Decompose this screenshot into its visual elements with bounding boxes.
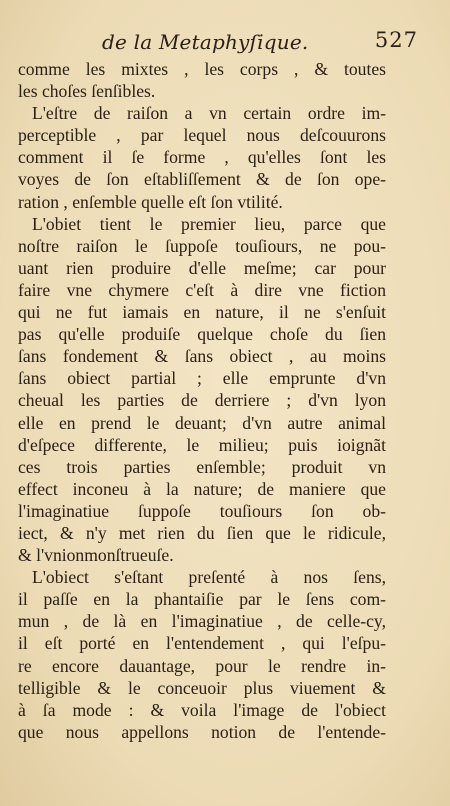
text-line: il eſt porté en l'entendement , qui l'eſpu- <box>18 633 386 654</box>
text-line: pas qu'elle produiſe quelque choſe du ſien <box>18 324 386 345</box>
text-line: L'obiet tient le premier lieu, parce que <box>32 213 386 234</box>
text-line: noſtre raiſon le ſuppoſe touſiours, ne pou- <box>18 235 386 256</box>
text-line: ces trois parties enſemble; produit vn <box>18 456 386 477</box>
text-line: iect, & n'y met rien du ſien que le ridicule, <box>18 522 386 543</box>
text-line: telligible & le conceuoir plus viuement & <box>18 677 386 698</box>
text-line: ſans obiect partial ; elle emprunte d'vn <box>18 368 386 389</box>
text-line: d'eſpece differente, le milieu; puis ioignãt <box>18 434 386 455</box>
text-line: comment il ſe forme , qu'elles ſont les <box>18 147 386 168</box>
text-line: l'imaginatiue ſuppoſe touſiours ſon ob- <box>18 500 386 521</box>
text-line: à ſa mode : & voila l'image de l'obiect <box>18 699 386 720</box>
text-line: mun , de là en l'imaginatiue , de celle-cy, <box>18 611 386 632</box>
page-number: 527 <box>374 28 418 52</box>
text-line: voyes de ſon eſtabliſſement & de ſon ope- <box>18 169 386 190</box>
text-line: effect inconeu à la nature; de maniere que <box>18 478 386 499</box>
text-line: ration , enſemble quelle eſt ſon vtilité. <box>18 191 283 212</box>
text-line: & l'vnionmonſtrueuſe. <box>18 545 174 566</box>
text-line: comme les mixtes , les corps , & toutes <box>18 59 386 79</box>
text-line: ſans fondement & ſans obiect , au moins <box>18 346 386 367</box>
text-line: cheual les parties de derriere ; d'vn lyon <box>18 390 386 411</box>
body-text <box>18 58 386 743</box>
text-line: perceptible , par lequel nous deſcouurons <box>18 125 386 146</box>
text-line: qui ne fut iamais en nature, il ne s'enſuit <box>18 302 386 323</box>
running-title: de la Metaphyſique. <box>102 30 309 54</box>
text-line: uant rien produire d'elle meſme; car pour <box>18 257 386 278</box>
text-line: faire vne chymere c'eſt à dire vne fiction <box>18 279 386 300</box>
text-line: L'eſtre de raiſon a vn certain ordre im- <box>32 103 386 124</box>
text-line: re encore dauantage, pour le rendre in- <box>18 655 386 676</box>
page-header <box>18 28 418 58</box>
text-line: il paſſe en la phantaiſie par le ſens com- <box>18 589 386 610</box>
text-line: les choſes ſenſibles. <box>18 81 156 102</box>
text-line: que nous appellons notion de l'entende- <box>18 721 386 742</box>
text-line: L'obiect s'eſtant preſenté à nos ſens, <box>32 567 386 588</box>
text-line: elle en prend le deuant; d'vn autre animal <box>18 412 386 433</box>
